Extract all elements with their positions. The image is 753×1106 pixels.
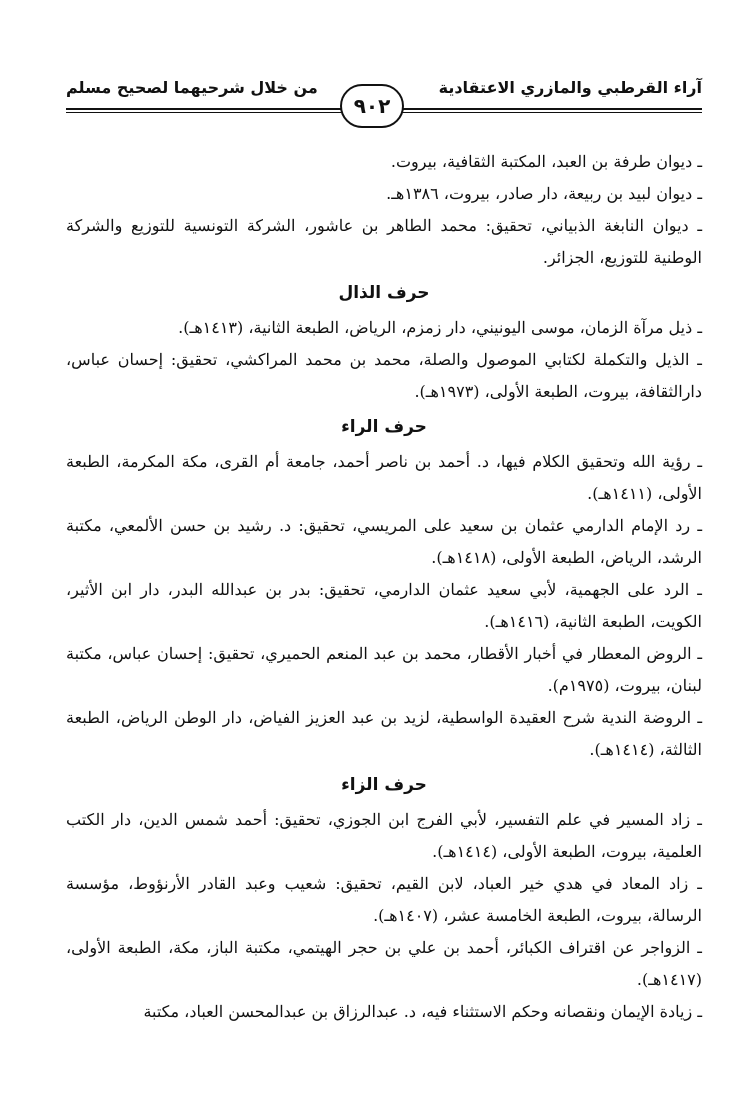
bibliography-entry: ـ الذيل والتكملة لكتابي الموصول والصلة، محمد بن محمد المراكشي، تحقيق: إحسان عباس، دارالثقافة، بيروت، الطبعة الأولى، (١٩٧٣هـ). <box>66 350 702 401</box>
page-number: ٩٠٢ <box>340 84 404 128</box>
bibliography-entry: ـ ديوان لبيد بن ربيعة، دار صادر، بيروت، ١٣٨٦هـ. <box>386 184 702 203</box>
bibliography-entry: ـ ديوان النابغة الذبياني، تحقيق: محمد الطاهر بن عاشور، الشركة التونسية للتوزيع والشركة الوطنية للتوزيع، الجزائر. <box>66 216 702 267</box>
bibliography-entry: ـ ذيل مرآة الزمان، موسى اليونيني، دار زمزم، الرياض، الطبعة الثانية، (١٤١٣هـ). <box>178 318 702 337</box>
book-title: آراء القرطبي والمازري الاعتقادية <box>438 78 702 97</box>
section-heading: حرف الذال <box>338 283 430 303</box>
section-heading: حرف الزاء <box>341 775 427 795</box>
bibliography-entry: ـ زاد المسير في علم التفسير، لأبي الفرج ابن الجوزي، تحقيق: أحمد شمس الدين، دار الكتب العلمية، بيروت، الطبعة الأولى، (١٤١٤هـ). <box>66 810 702 861</box>
bibliography-entry: ـ زاد المعاد في هدي خير العباد، لابن القيم، تحقيق: شعيب وعبد القادر الأرنؤوط، مؤسسة الرسالة، بيروت، الطبعة الخامسة عشر، (١٤٠٧هـ). <box>66 874 702 925</box>
book-subtitle: من خلال شرحيهما لصحيح مسلم <box>66 78 318 97</box>
bibliography-entry: ـ ديوان طرفة بن العبد، المكتبة الثقافية، بيروت. <box>390 152 702 171</box>
bibliography-entry: ـ رؤية الله وتحقيق الكلام فيها، د. أحمد بن ناصر أحمد، جامعة أم القرى، مكة المكرمة، الطبعة الأولى، (١٤١١هـ). <box>66 452 702 503</box>
bibliography-entry: ـ رد الإمام الدارمي عثمان بن سعيد على المريسي، تحقيق: د. رشيد بن حسن الألمعي، مكتبة الرشد، الرياض، الطبعة الأولى، (١٤١٨هـ). <box>66 516 702 567</box>
section-heading: حرف الراء <box>341 417 427 437</box>
bibliography-entry: ـ الزواجر عن اقتراف الكبائر، أحمد بن علي بن حجر الهيتمي، مكتبة الباز، مكة، الطبعة الأولى، (١٤١٧هـ). <box>66 938 702 989</box>
bibliography-entry: ـ الروضة الندية شرح العقيدة الواسطية، لزيد بن عبد العزيز الفياض، دار الوطن الرياض، الطبعة الثالثة، (١٤١٤هـ). <box>66 708 702 759</box>
bibliography-entry: ـ زيادة الإيمان ونقصانه وحكم الاستثناء فيه، د. عبدالرزاق بن عبدالمحسن العباد، مكتبة <box>143 1002 702 1021</box>
bibliography-entry: ـ الرد على الجهمية، لأبي سعيد عثمان الدارمي، تحقيق: بدر بن عبدالله البدر، دار ابن الأثير، الكويت، الطبعة الثانية، (١٤١٦هـ). <box>66 580 702 631</box>
bibliography-entry: ـ الروض المعطار في أخبار الأقطار، محمد بن عبد المنعم الحميري، تحقيق: إحسان عباس، مكتبة لبنان، بيروت، (١٩٧٥م). <box>66 644 703 695</box>
bibliography-list <box>66 146 702 1028</box>
